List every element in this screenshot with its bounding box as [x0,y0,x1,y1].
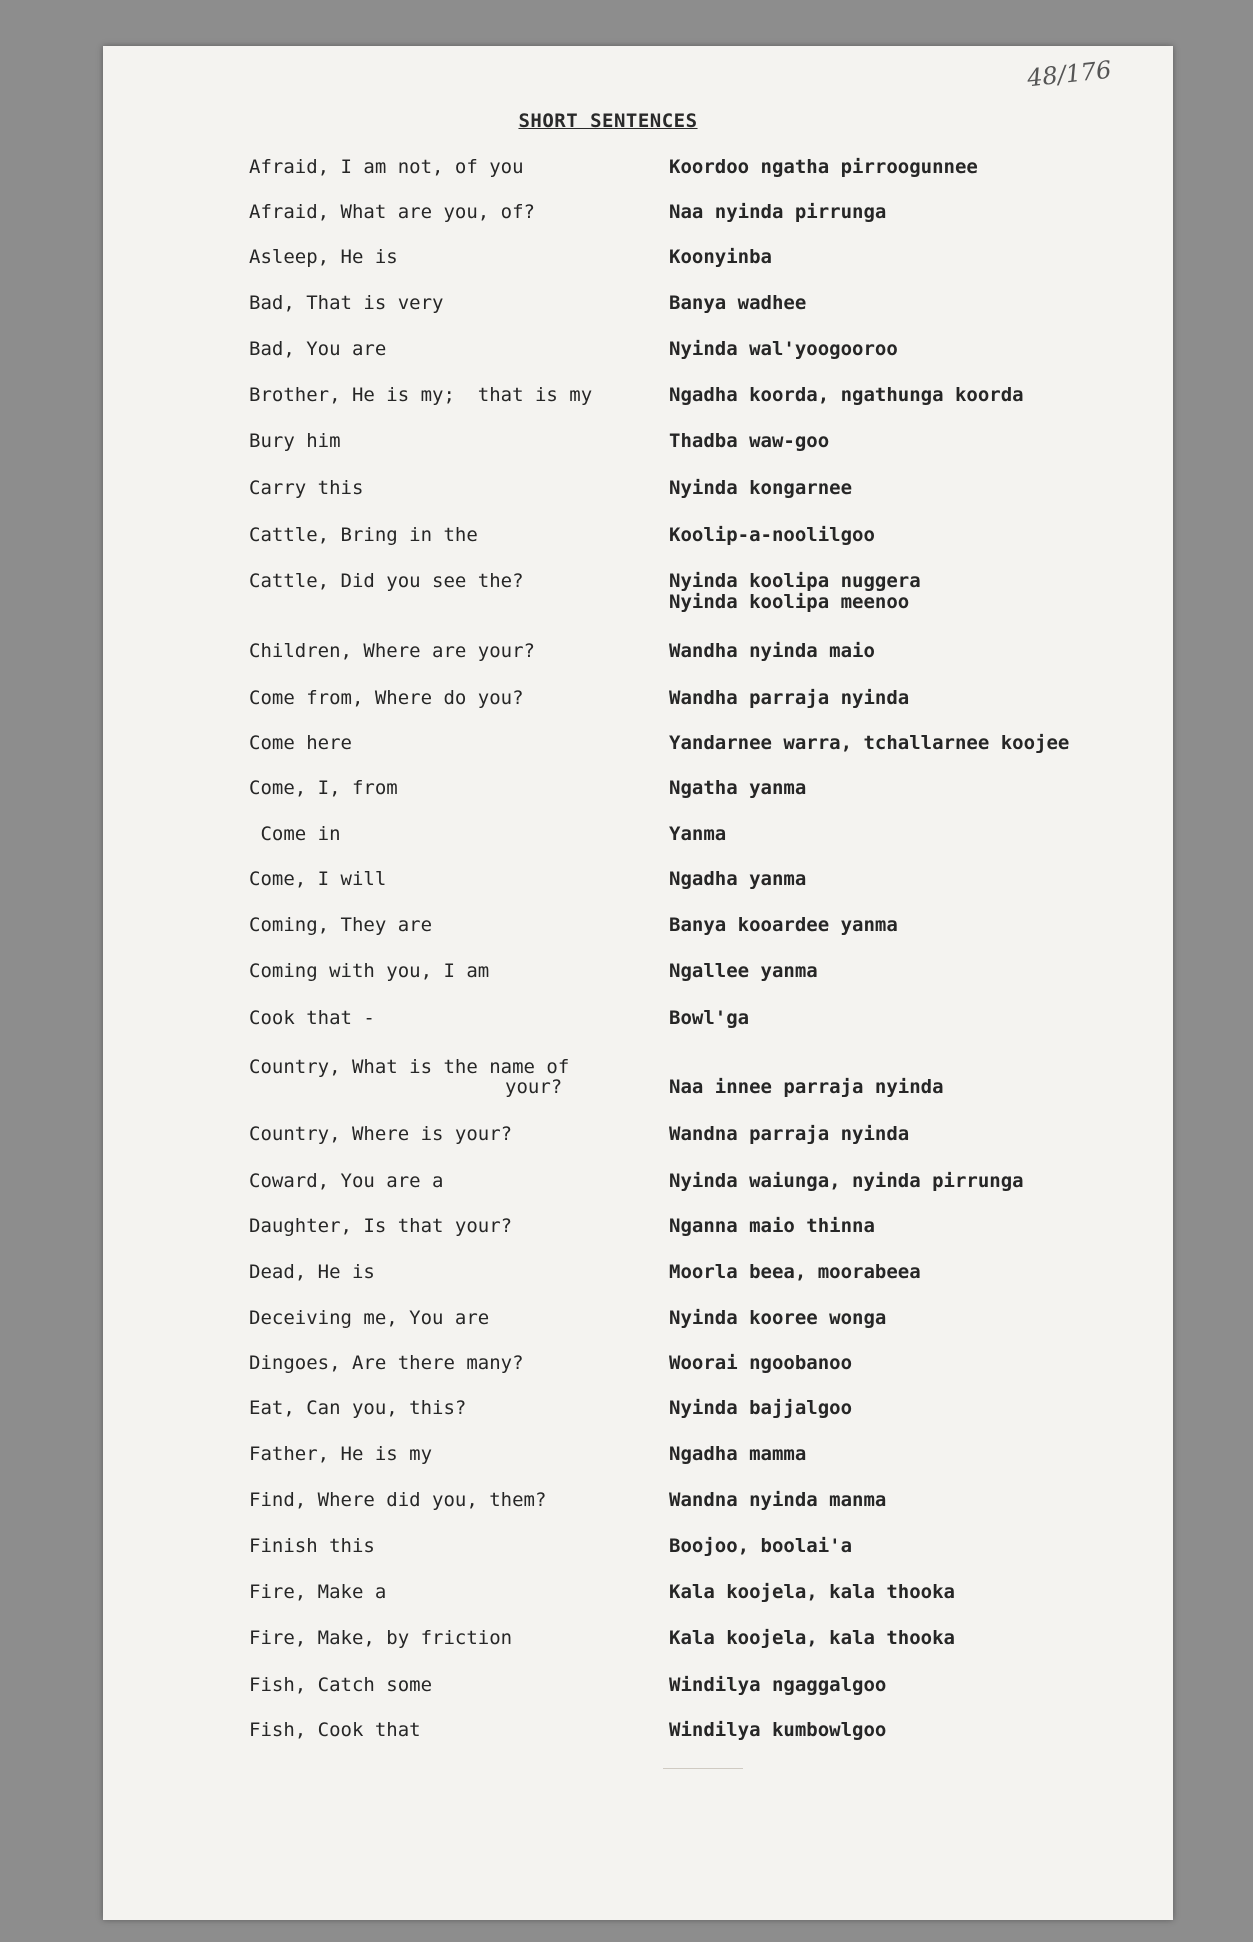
aboriginal-translation: Nganna maio thinna [669,1215,875,1237]
aboriginal-translation: Windilya kumbowlgoo [669,1719,887,1741]
english-phrase: Finish this [249,1535,375,1557]
english-phrase: Fish, Catch some [249,1674,433,1696]
english-phrase: Afraid, What are you, of? [249,201,535,223]
aboriginal-translation: Naa nyinda pirrunga [669,201,887,223]
english-phrase: Asleep, He is [249,246,398,268]
english-phrase: Fish, Cook that [249,1719,421,1741]
aboriginal-translation: Naa innee parraja nyinda [669,1076,944,1098]
aboriginal-translation: Koonyinba [669,246,772,268]
english-phrase: Country, What is the name of [249,1056,570,1078]
aboriginal-translation: Kala koojela, kala thooka [669,1627,955,1649]
english-phrase: Come from, Where do you? [249,687,524,709]
english-phrase: Eat, Can you, this? [249,1397,467,1419]
aboriginal-translation: Ngadha koorda, ngathunga koorda [669,384,1024,406]
bottom-pencil-mark [663,1768,743,1769]
aboriginal-translation: Nyinda kooree wonga [669,1307,887,1329]
aboriginal-translation: Nyinda bajjalgoo [669,1397,853,1419]
english-phrase: Children, Where are your? [249,640,535,662]
english-phrase: Cattle, Did you see the? [249,570,524,592]
aboriginal-translation: Yanma [669,823,727,845]
aboriginal-translation: Moorla beea, moorabeea [669,1261,921,1283]
aboriginal-translation: Ngadha yanma [669,868,807,890]
english-phrase: Come in [249,823,341,845]
english-phrase: Come here [249,732,352,754]
aboriginal-translation: Nyinda koolipa nuggera [669,570,921,592]
english-phrase: Dingoes, Are there many? [249,1352,524,1374]
english-phrase: Bad, That is very [249,292,444,314]
english-phrase: Brother, He is my; that is my [249,384,593,406]
aboriginal-translation: Wandha parraja nyinda [669,687,910,709]
english-phrase: Bury him [249,430,341,452]
aboriginal-translation: Boojoo, boolai'a [669,1535,853,1557]
aboriginal-translation: Bowl'ga [669,1007,750,1029]
aboriginal-translation: Ngadha mamma [669,1443,807,1465]
english-phrase: Fire, Make a [249,1581,387,1603]
english-phrase: Dead, He is [249,1261,375,1283]
english-phrase: Coming with you, I am [249,960,490,982]
aboriginal-translation: Banya wadhee [669,292,807,314]
aboriginal-translation: Wandha nyinda maio [669,640,875,662]
english-phrase: Carry this [249,477,364,499]
english-phrase: Come, I, from [249,777,398,799]
page-title: SHORT SENTENCES [518,110,698,132]
english-phrase: Bad, You are [249,338,387,360]
english-phrase: Coming, They are [249,914,433,936]
aboriginal-translation: Wandna nyinda manma [669,1489,887,1511]
aboriginal-translation: Nyinda wal'yoogooroo [669,338,898,360]
sentence-list [103,46,1173,1920]
english-phrase: Cattle, Bring in the [249,524,478,546]
aboriginal-translation: Ngatha yanma [669,777,807,799]
english-phrase: Afraid, I am not, of you [249,156,524,178]
document-page [103,46,1173,1920]
english-phrase-continued: your? [505,1076,563,1098]
english-phrase: Daughter, Is that your? [249,1215,513,1237]
aboriginal-translation: Yandarnee warra, tchallarnee koojee [669,732,1070,754]
english-phrase: Fire, Make, by friction [249,1627,513,1649]
aboriginal-translation: Nyinda kongarnee [669,477,853,499]
aboriginal-translation: Wandna parraja nyinda [669,1123,910,1145]
english-phrase: Coward, You are a [249,1170,444,1192]
english-phrase: Deceiving me, You are [249,1307,490,1329]
aboriginal-translation-alt: Nyinda koolipa meenoo [669,591,910,613]
aboriginal-translation: Woorai ngoobanoo [669,1352,853,1374]
aboriginal-translation: Koordoo ngatha pirroogunnee [669,156,978,178]
aboriginal-translation: Windilya ngaggalgoo [669,1674,887,1696]
aboriginal-translation: Ngallee yanma [669,960,818,982]
aboriginal-translation: Thadba waw-goo [669,430,830,452]
english-phrase: Cook that - [249,1007,375,1029]
english-phrase: Country, Where is your? [249,1123,513,1145]
aboriginal-translation: Nyinda waiunga, nyinda pirrunga [669,1170,1024,1192]
english-phrase: Come, I will [249,868,387,890]
aboriginal-translation: Koolip-a-noolilgoo [669,524,875,546]
aboriginal-translation: Banya kooardee yanma [669,914,898,936]
english-phrase: Father, He is my [249,1443,433,1465]
page-reference-number: 48/176 [1025,55,1113,93]
aboriginal-translation: Kala koojela, kala thooka [669,1581,955,1603]
english-phrase: Find, Where did you, them? [249,1489,547,1511]
